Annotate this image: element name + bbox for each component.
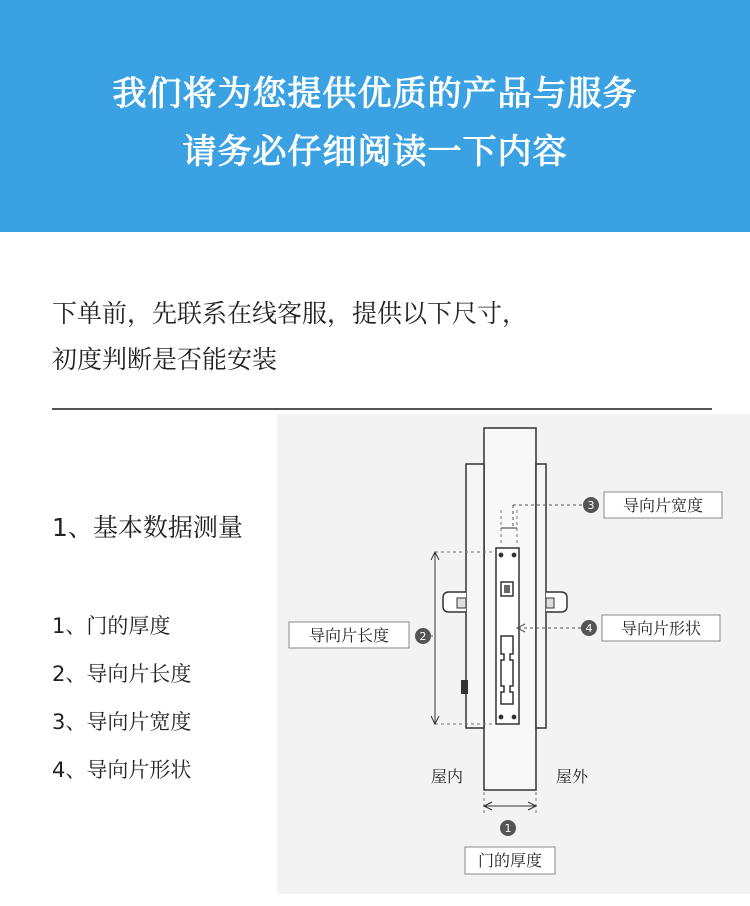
marker-3: [583, 497, 599, 513]
svg-text:4: 4: [585, 622, 593, 635]
lock-measurement-diagram: [277, 414, 750, 894]
section-divider: [52, 408, 712, 410]
list-item-door-thickness: 1、门的厚度: [52, 614, 171, 638]
label-outdoor: 屋外: [555, 767, 589, 786]
outdoor-handle-neck: [546, 598, 554, 608]
label-indoor: 屋内: [430, 767, 464, 786]
outdoor-lock-body: [536, 464, 546, 728]
label-door-thickness: 门的厚度: [477, 851, 543, 870]
svg-text:2: 2: [419, 630, 427, 643]
svg-text:1: 1: [504, 822, 512, 835]
label-guide-shape: 导向片形状: [620, 619, 702, 638]
marker-4: [581, 620, 597, 636]
thumb-turn: [461, 680, 468, 694]
list-item-guide-shape: 4、导向片形状: [52, 758, 192, 782]
indoor-handle-neck: [457, 598, 466, 608]
list-item-guide-length: 2、导向片长度: [52, 662, 192, 686]
banner-subheadline: 请务必仔细阅读一下内容: [182, 132, 568, 172]
section-title: 1、基本数据测量: [52, 513, 243, 542]
intro-text-line-2: 初度判断是否能安装: [52, 345, 278, 374]
intro-text-line-1: 下单前，先联系在线客服，提供以下尺寸，: [52, 299, 528, 328]
list-item-guide-width: 3、导向片宽度: [52, 710, 192, 734]
banner-headline: 我们将为您提供优质的产品与服务: [112, 74, 638, 114]
indoor-lock-body: [466, 464, 484, 728]
label-guide-width: 导向片宽度: [622, 496, 704, 515]
guide-plate-cutout: [501, 636, 513, 704]
svg-text:3: 3: [587, 499, 595, 512]
marker-1: [500, 820, 516, 836]
marker-2: [415, 628, 431, 644]
label-guide-length: 导向片长度: [308, 626, 390, 645]
header-banner: [0, 0, 750, 232]
